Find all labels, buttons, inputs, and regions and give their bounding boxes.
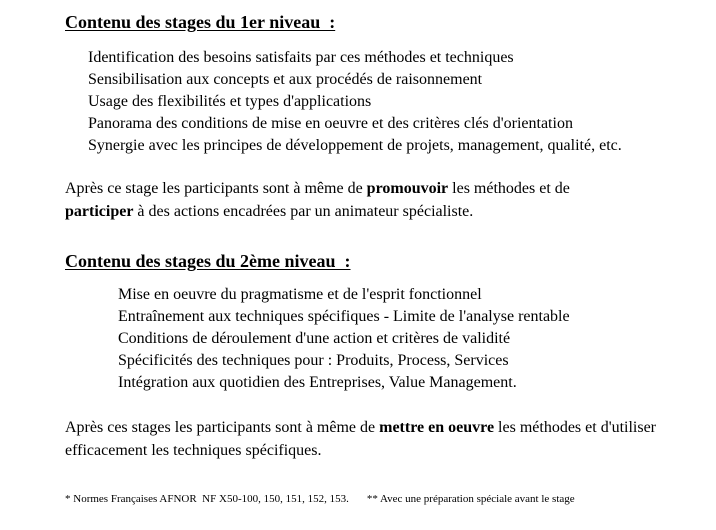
- list-item: Spécificités des techniques pour : Produits, Process, Services: [118, 352, 509, 369]
- section1-topic-list: [88, 47, 622, 157]
- list-item: Identification des besoins satisfaits par ces méthodes et techniques: [88, 49, 514, 66]
- section1-conclusion: [65, 177, 705, 223]
- conclusion-text: Après ce stage les participants sont à même de: [65, 180, 367, 197]
- section2-conclusion: [65, 416, 705, 462]
- footnote-preparation: ** Avec une préparation spéciale avant le stage: [366, 493, 575, 505]
- list-item: Intégration aux quotidien des Entreprises, Value Management.: [118, 374, 517, 391]
- list-item: Usage des flexibilités et types d'applications: [88, 93, 372, 110]
- conclusion-text: les méthodes et de: [448, 180, 570, 197]
- section2-heading: Contenu des stages du 2ème niveau :: [65, 251, 351, 271]
- conclusion-text: les méthodes et d'utiliser efficacement les techniques spécifiques.: [65, 419, 657, 459]
- keyword-mettre-en-oeuvre: mettre en oeuvre: [379, 419, 495, 436]
- section2-topic-list: [118, 284, 570, 394]
- footnote-afnor: * Normes Françaises AFNOR NF X50-100, 150, 151, 152, 153.: [65, 493, 349, 505]
- conclusion-text: Après ces stages les participants sont à même de: [65, 419, 380, 436]
- keyword-promouvoir: promouvoir: [366, 180, 449, 197]
- list-item: Mise en oeuvre du pragmatisme et de l'esprit fonctionnel: [118, 286, 482, 303]
- list-item: Synergie avec les principes de développement de projets, management, qualité, etc.: [88, 137, 622, 154]
- list-item: Entraînement aux techniques spécifiques - Limite de l'analyse rentable: [118, 308, 570, 325]
- list-item: Panorama des conditions de mise en oeuvre et des critères clés d'orientation: [88, 115, 573, 132]
- list-item: Sensibilisation aux concepts et aux procédés de raisonnement: [88, 71, 483, 88]
- keyword-participer: participer: [65, 203, 134, 220]
- footnotes: [65, 493, 575, 505]
- conclusion-text: à des actions encadrées par un animateur spécialiste.: [133, 203, 474, 220]
- list-item: Conditions de déroulement d'une action et critères de validité: [118, 330, 511, 347]
- section1-heading: Contenu des stages du 1er niveau :: [65, 12, 336, 32]
